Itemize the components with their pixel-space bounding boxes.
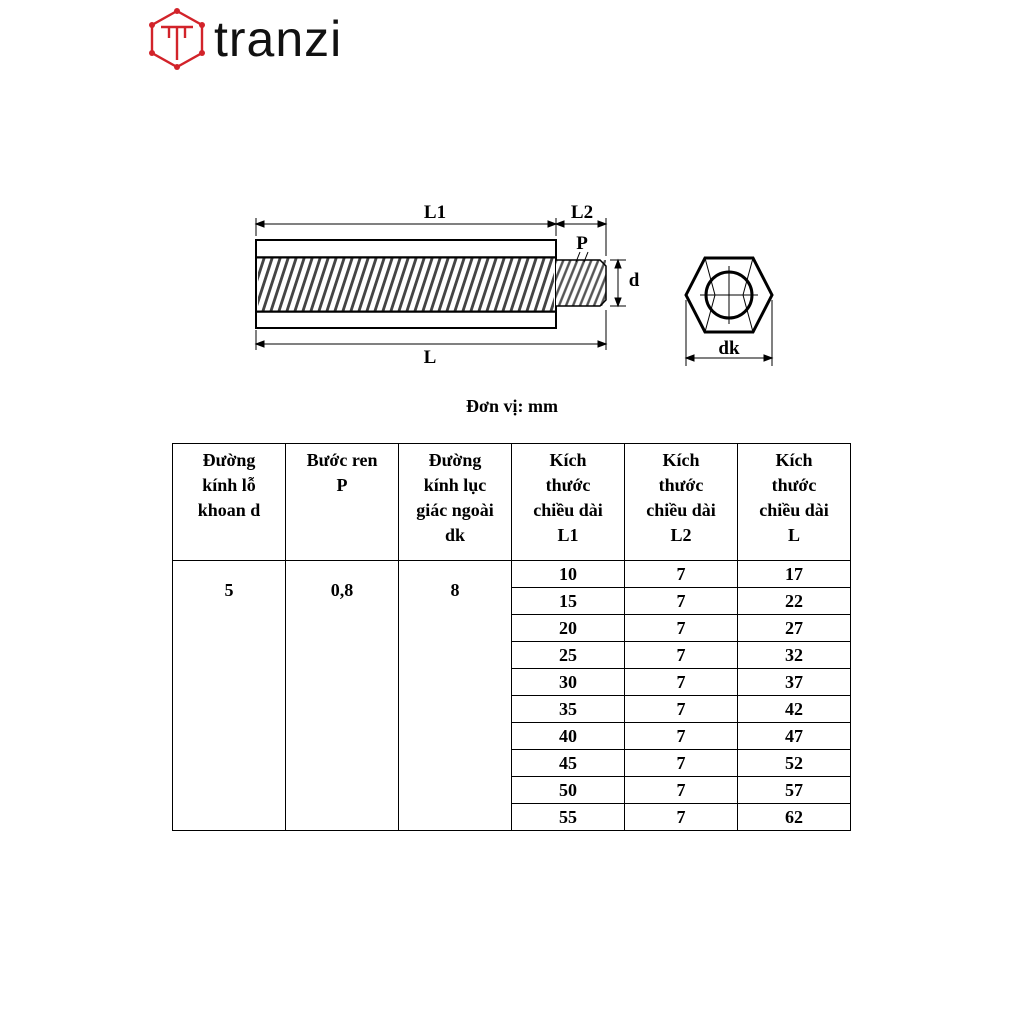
cell-l2: 7 (625, 750, 738, 777)
threaded-stud (556, 260, 606, 306)
cell-l1: 50 (512, 777, 625, 804)
cell-l: 47 (738, 723, 851, 750)
table-header-row (173, 444, 851, 561)
cell-l: 17 (738, 561, 851, 588)
spec-table (172, 443, 851, 831)
technical-drawing (0, 0, 1024, 400)
cell-l2: 7 (625, 777, 738, 804)
cell-thread-pitch: 0,8 (286, 561, 399, 831)
cell-l2: 7 (625, 561, 738, 588)
header-length-l: Kích thước chiều dài L (738, 444, 851, 561)
brand-name: tranzi (214, 11, 343, 67)
cell-l2: 7 (625, 696, 738, 723)
cell-l1: 20 (512, 615, 625, 642)
cell-l1: 30 (512, 669, 625, 696)
label-l1: L1 (423, 202, 447, 223)
cell-l2: 7 (625, 642, 738, 669)
cell-l1: 15 (512, 588, 625, 615)
label-p: P (576, 233, 588, 254)
header-thread-pitch: Bước ren P (286, 444, 399, 561)
cell-l2: 7 (625, 669, 738, 696)
header-length-l2: Kích thước chiều dài L2 (625, 444, 738, 561)
cell-hex-diameter: 8 (398, 561, 511, 831)
label-l2: L2 (570, 202, 594, 223)
header-hex-diameter: Đường kính lục giác ngoài dk (398, 444, 511, 561)
cell-l: 52 (738, 750, 851, 777)
cell-l: 37 (738, 669, 851, 696)
cell-l2: 7 (625, 723, 738, 750)
cell-l: 57 (738, 777, 851, 804)
cell-l: 27 (738, 615, 851, 642)
cell-l1: 40 (512, 723, 625, 750)
cell-l: 62 (738, 804, 851, 831)
label-d: d (628, 270, 640, 291)
header-drill-diameter: Đường kính lỗ khoan d (173, 444, 286, 561)
table-row (173, 561, 851, 588)
cell-l2: 7 (625, 804, 738, 831)
cell-l1: 35 (512, 696, 625, 723)
cell-l2: 7 (625, 615, 738, 642)
unit-label: Đơn vị: mm (466, 396, 558, 416)
cell-drill-diameter: 5 (173, 561, 286, 831)
cell-l: 42 (738, 696, 851, 723)
label-dk: dk (718, 338, 740, 359)
cell-l1: 45 (512, 750, 625, 777)
cell-l1: 10 (512, 561, 625, 588)
cell-l1: 55 (512, 804, 625, 831)
cell-l: 22 (738, 588, 851, 615)
standoff-body (256, 240, 556, 328)
cell-l2: 7 (625, 588, 738, 615)
label-l: L (423, 347, 437, 368)
cell-l1: 25 (512, 642, 625, 669)
cell-l: 32 (738, 642, 851, 669)
header-length-l1: Kích thước chiều dài L1 (512, 444, 625, 561)
